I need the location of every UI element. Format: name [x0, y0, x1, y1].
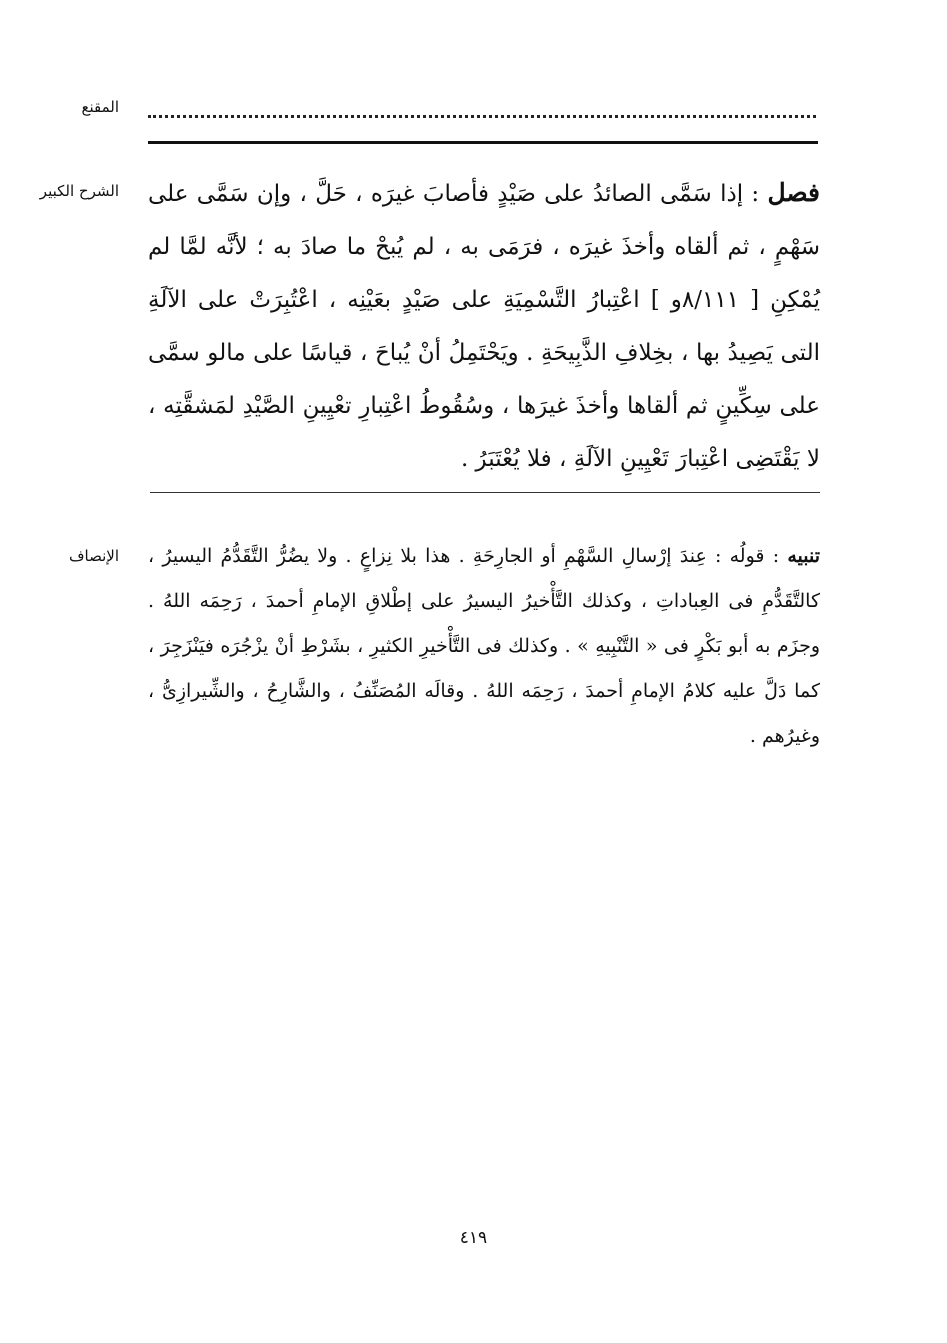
page-number: ٤١٩: [459, 1228, 488, 1248]
sharh-text: : إذا سَمَّى الصائدُ على صَيْدٍ فأصابَ غيرَه ، حَلَّ ، وإن سَمَّى على سَهْمٍ ، ثم ألقاه وأخذَ غيرَه ، فرَمَى به ، لم يُبحْ ما صادَ به ؛ لأنَّه لمَّا لم يُمْكِنِ [ ٨/١١١و ] اعْتِبارُ التَّسْمِيَةِ على صَيْدٍ بعَيْنِه ، اعْتُبِرَتْ على الآلَةِ التى يَصِيدُ بها ، بخِلافِ الذَّبِيحَةِ . ويَحْتَمِلُ أنْ يُباحَ ، قياسًا على مالو سمَّى على سِكِّينٍ ثم ألقاها وأخذَ غيرَها ، وسُقُوطُ اعْتِبارِ تعْيِينِ الصَّيْدِ لمَشقَّتِه ، لا يَقْتَضِى اعْتِبارَ تَعْيِينِ الآلَةِ ، فلا يُعْتَبَرُ .: [148, 181, 820, 472]
header-book-label: المقنع: [81, 98, 119, 116]
insaf-paragraph: [148, 534, 820, 759]
sharh-paragraph: [148, 166, 820, 486]
insaf-margin-label: الإنصاف: [68, 547, 119, 565]
header-dotted-rule: [148, 105, 816, 118]
section-divider: [150, 492, 820, 493]
insaf-lead-word: تنبيه: [787, 545, 820, 567]
insaf-text: : قولُه : عِندَ إرْسالِ السَّهْمِ أو الجارِحَةِ . هذا بلا نِزاعٍ . ولا يضُرُّ التَّقَدُّمُ اليسيرُ ، كالتَّقَدُّمِ فى العِباداتِ ، وكذلك التَّأْخيرُ اليسيرُ على إطْلاقِ الإمامِ أحمدَ ، رَحِمَه اللهُ . وجزَم به أبو بَكْرٍ فى « التَّنْبِيهِ » . وكذلك فى التَّأْخيرِ الكثيرِ ، بشَرْطِ أنْ يزْجُرَه فيَنْزَجِرَ ، كما دَلَّ عليه كلامُ الإمامِ أحمدَ ، رَحِمَه اللهُ . وقالَه المُصَنِّفُ ، والشَّارِحُ ، والشِّيرازِىُّ ، وغيرُهم .: [148, 545, 820, 747]
sharh-margin-label: الشرح الكبير: [39, 182, 119, 200]
sharh-lead-word: فصل: [767, 178, 821, 207]
header-divider: [148, 141, 818, 144]
